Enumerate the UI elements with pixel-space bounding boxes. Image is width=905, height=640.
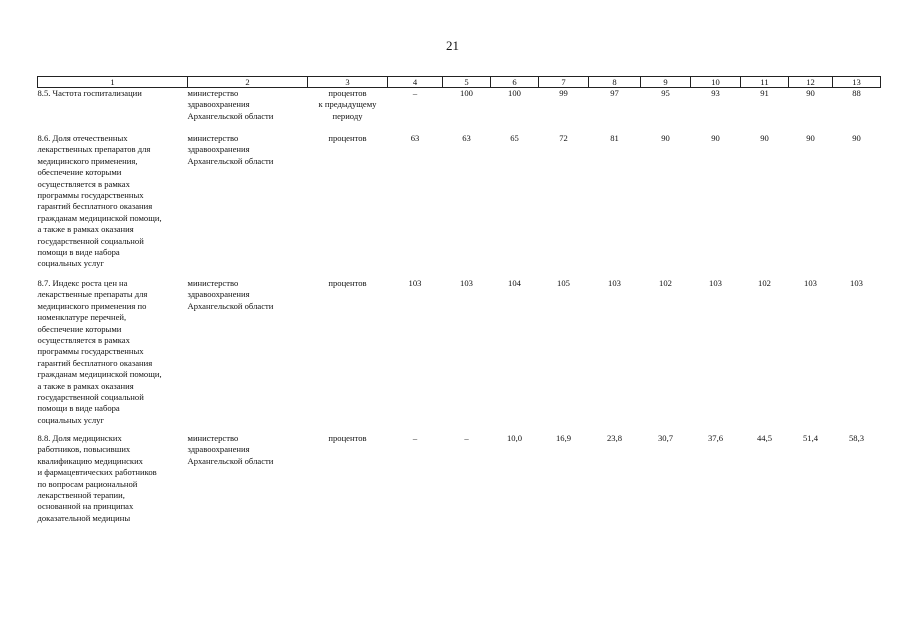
responsible-body: министерство здравоохранения Архангельской области <box>187 133 274 166</box>
value-cell: 103 <box>709 278 722 288</box>
column-number: 13 <box>833 77 881 88</box>
value-cell: 95 <box>661 88 670 98</box>
value-cell: 93 <box>711 88 720 98</box>
column-number: 2 <box>188 77 308 88</box>
indicator-name: 8.5. Частота госпитализации <box>37 88 142 98</box>
value-cell: 99 <box>559 88 568 98</box>
column-number: 1 <box>38 77 188 88</box>
indicators-table <box>37 76 881 533</box>
value-cell: 37,6 <box>707 433 724 443</box>
value-cell: 90 <box>661 133 670 143</box>
column-number: 7 <box>539 77 589 88</box>
table-row <box>38 88 881 134</box>
value-cell: 102 <box>659 278 672 288</box>
responsible-body: министерство здравоохранения Архангельской области <box>187 278 274 311</box>
column-number: 10 <box>691 77 741 88</box>
value-cell: 63 <box>462 133 471 143</box>
column-number: 5 <box>443 77 491 88</box>
unit-of-measure: процентов <box>328 133 367 143</box>
column-number: 11 <box>741 77 789 88</box>
value-cell: 23,8 <box>606 433 623 443</box>
unit-of-measure: процентов <box>328 433 367 443</box>
value-cell: 104 <box>508 278 521 288</box>
value-cell: 100 <box>460 88 473 98</box>
column-number: 9 <box>641 77 691 88</box>
value-cell: 63 <box>410 133 420 143</box>
responsible-body: министерство здравоохранения Архангельской области <box>187 433 274 466</box>
value-cell: 88 <box>852 88 861 98</box>
value-cell: 102 <box>758 278 771 288</box>
responsible-body: министерство здравоохранения Архангельской области <box>187 88 274 121</box>
value-cell: 44,5 <box>756 433 773 443</box>
unit-of-measure: процентов <box>328 278 367 288</box>
value-cell: 103 <box>608 278 621 288</box>
value-cell: 100 <box>508 88 521 98</box>
value-cell: 81 <box>610 133 619 143</box>
value-cell: 103 <box>408 278 422 288</box>
indicator-name: 8.8. Доля медицинских работников, повысивших квалификацию медицинских и фармацевтических работников по вопросам рациональной лекарственной терапии, основанной на принципах доказательной медицины <box>37 433 157 523</box>
value-cell: 65 <box>510 133 519 143</box>
value-cell: 103 <box>804 278 817 288</box>
value-cell: 58,3 <box>848 433 865 443</box>
column-number: 3 <box>308 77 388 88</box>
column-number: 4 <box>388 77 443 88</box>
column-number: 8 <box>589 77 641 88</box>
value-cell: 51,4 <box>802 433 819 443</box>
value-cell: 91 <box>760 88 769 98</box>
unit-of-measure: процентов к предыдущему периоду <box>318 88 377 121</box>
column-number: 12 <box>789 77 833 88</box>
value-cell: 90 <box>806 133 815 143</box>
value-cell: 10,0 <box>506 433 523 443</box>
value-cell: 90 <box>806 88 815 98</box>
value-cell: 103 <box>460 278 473 288</box>
value-cell: 72 <box>559 133 568 143</box>
table-row <box>38 433 881 533</box>
value-cell: – <box>412 88 418 98</box>
value-cell: 30,7 <box>657 433 674 443</box>
value-cell: 97 <box>610 88 619 98</box>
column-number: 6 <box>491 77 539 88</box>
value-cell: – <box>412 433 418 443</box>
table-row <box>38 133 881 278</box>
page-number: 21 <box>446 38 459 53</box>
indicator-name: 8.7. Индекс роста цен на лекарственные препараты для медицинского применения по номенклатуре перечней, обеспечение которыми осуществляется в рамках программы государственных гарантий бесплатного оказания гражданам медицинской помощи, а также в рамках оказания государственной социальной помощи в виде набора социальных услуг <box>37 278 162 425</box>
table-row <box>38 278 881 433</box>
value-cell: 90 <box>760 133 769 143</box>
indicator-name: 8.6. Доля отечественных лекарственных препаратов для медицинского применения, обеспечение которыми осуществляется в рамках программы государственных гарантий бесплатного оказания гражданам медицинской помощи, а также в рамках оказания государственной социальной помощи в виде набора социальных услуг <box>37 133 162 269</box>
value-cell: 16,9 <box>555 433 572 443</box>
value-cell: 103 <box>850 278 863 288</box>
value-cell: 90 <box>852 133 861 143</box>
value-cell: 90 <box>711 133 720 143</box>
column-number-row <box>38 77 881 88</box>
value-cell: – <box>464 433 469 443</box>
value-cell: 105 <box>557 278 570 288</box>
